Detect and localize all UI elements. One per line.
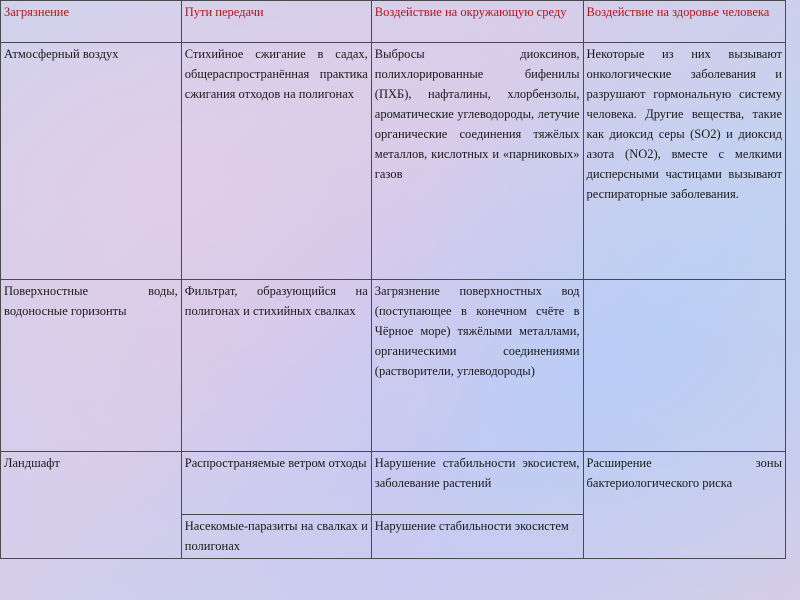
cell-transmission: Насекомые-паразиты на свалках и полигонах xyxy=(181,515,371,559)
header-environment-impact: Воздействие на окружающую среду xyxy=(371,1,583,43)
table-row xyxy=(1,43,786,280)
cell-health xyxy=(583,280,785,452)
cell-pollution: Ландшафт xyxy=(1,452,182,559)
cell-environment: Загрязнение поверхностных вод (поступающее в конечном счёте в Чёрное море) тяжёлыми металлами, органическими соединениями (растворители, углеводороды) xyxy=(371,280,583,452)
cell-environment: Нарушение стабильности экосистем, заболевание растений xyxy=(371,452,583,515)
table-row xyxy=(1,452,786,515)
cell-environment: Выбросы диоксинов, полихлорированные бифенилы (ПХБ), нафталины, хлорбензолы, ароматические углеводороды, летучие органические соединения тяжёлых металлов, кислотных и «парниковых» газов xyxy=(371,43,583,280)
table-row xyxy=(1,280,786,452)
cell-pollution: Поверхностные воды, водоносные горизонты xyxy=(1,280,182,452)
cell-transmission: Фильтрат, образующийся на полигонах и стихийных свалках xyxy=(181,280,371,452)
table-header-row xyxy=(1,1,786,43)
header-health-impact: Воздействие на здоровье человека xyxy=(583,1,785,43)
cell-health: Некоторые из них вызывают онкологические заболевания и разрушают гормональную систему человека. Другие вещества, такие как диоксид серы (SO2) и диоксид азота (NO2), вместе с мелкими дисперсными частицами вызывают респираторные заболевания. xyxy=(583,43,785,280)
cell-pollution: Атмосферный воздух xyxy=(1,43,182,280)
cell-transmission: Стихийное сжигание в садах, общераспространённая практика сжигания отходов на полигонах xyxy=(181,43,371,280)
cell-transmission: Распространяемые ветром отходы xyxy=(181,452,371,515)
header-transmission: Пути передачи xyxy=(181,1,371,43)
cell-environment: Нарушение стабильности экосистем xyxy=(371,515,583,559)
header-pollution: Загрязнение xyxy=(1,1,182,43)
cell-health: Расширение зоны бактериологического риска xyxy=(583,452,785,559)
